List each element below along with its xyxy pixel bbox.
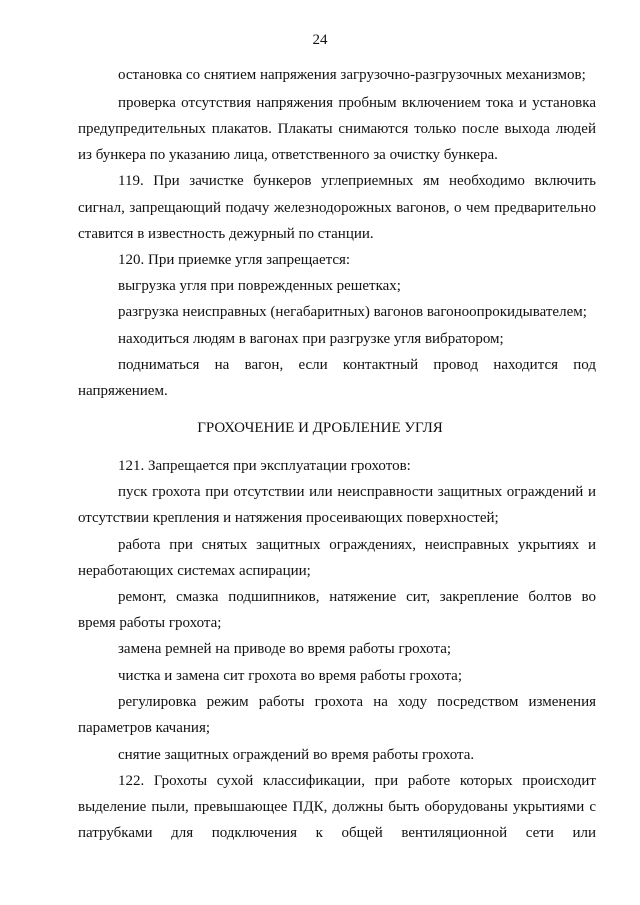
page-number: 24 <box>312 32 328 48</box>
text-line: чистка и замена сит грохота во время работы грохота; <box>118 668 463 684</box>
text-line: параметров качания; <box>78 720 211 736</box>
text-line: проверка отсутствия напряжения пробным включением тока и установка <box>118 95 596 111</box>
text-line: предупредительных плакатов. Плакаты снимаются только после выхода людей <box>78 121 596 137</box>
text-line: ставится в известность дежурный по станции. <box>78 226 374 242</box>
text-line: работа при снятых защитных ограждениях, неисправных укрытиях и <box>118 537 596 553</box>
text-line: пуск грохота при отсутствии или неисправности защитных ограждений и <box>118 484 596 500</box>
text-line: снятие защитных ограждений во время работы грохота. <box>118 747 475 763</box>
text-line: выгрузка угля при поврежденных решетках; <box>118 278 401 294</box>
text-line: 120. При приемке угля запрещается: <box>118 252 351 268</box>
text-line: 121. Запрещается при эксплуатации грохотов: <box>118 458 411 474</box>
text-line: сигнал, запрещающий подачу железнодорожных вагонов, о чем предварительно <box>78 200 596 216</box>
text-line: отсутствии крепления и натяжения просеивающих поверхностей; <box>78 510 499 526</box>
text-line: регулировка режим работы грохота на ходу посредством изменения <box>118 694 596 710</box>
text-line: патрубками для подключения к общей вентиляционной сети или <box>78 825 596 841</box>
text-line: время работы грохота; <box>78 615 222 631</box>
text-line: из бункера по указанию лица, ответственного за очистку бункера. <box>78 147 498 163</box>
section-heading: ГРОХОЧЕНИЕ И ДРОБЛЕНИЕ УГЛЯ <box>197 420 443 436</box>
text-line: напряжением. <box>78 383 168 399</box>
text-line: выделение пыли, превышающее ПДК, должны быть оборудованы укрытиями с <box>78 799 596 815</box>
text-line: 119. При зачистке бункеров углеприемных ям необходимо включить <box>118 173 596 189</box>
text-line: находиться людям в вагонах при разгрузке угля вибратором; <box>118 331 504 347</box>
text-line: подниматься на вагон, если контактный провод находится под <box>118 357 596 373</box>
text-line: 122. Грохоты сухой классификации, при работе которых происходит <box>118 773 596 789</box>
text-line: ремонт, смазка подшипников, натяжение сит, закрепление болтов во <box>118 589 596 605</box>
text-line: неработающих системах аспирации; <box>78 563 311 579</box>
text-line: разгрузка неисправных (негабаритных) вагонов вагоноопрокидывателем; <box>118 304 587 320</box>
text-line: остановка со снятием напряжения загрузочно-разгрузочных механизмов; <box>118 67 586 83</box>
text-line: замена ремней на приводе во время работы грохота; <box>118 641 452 657</box>
